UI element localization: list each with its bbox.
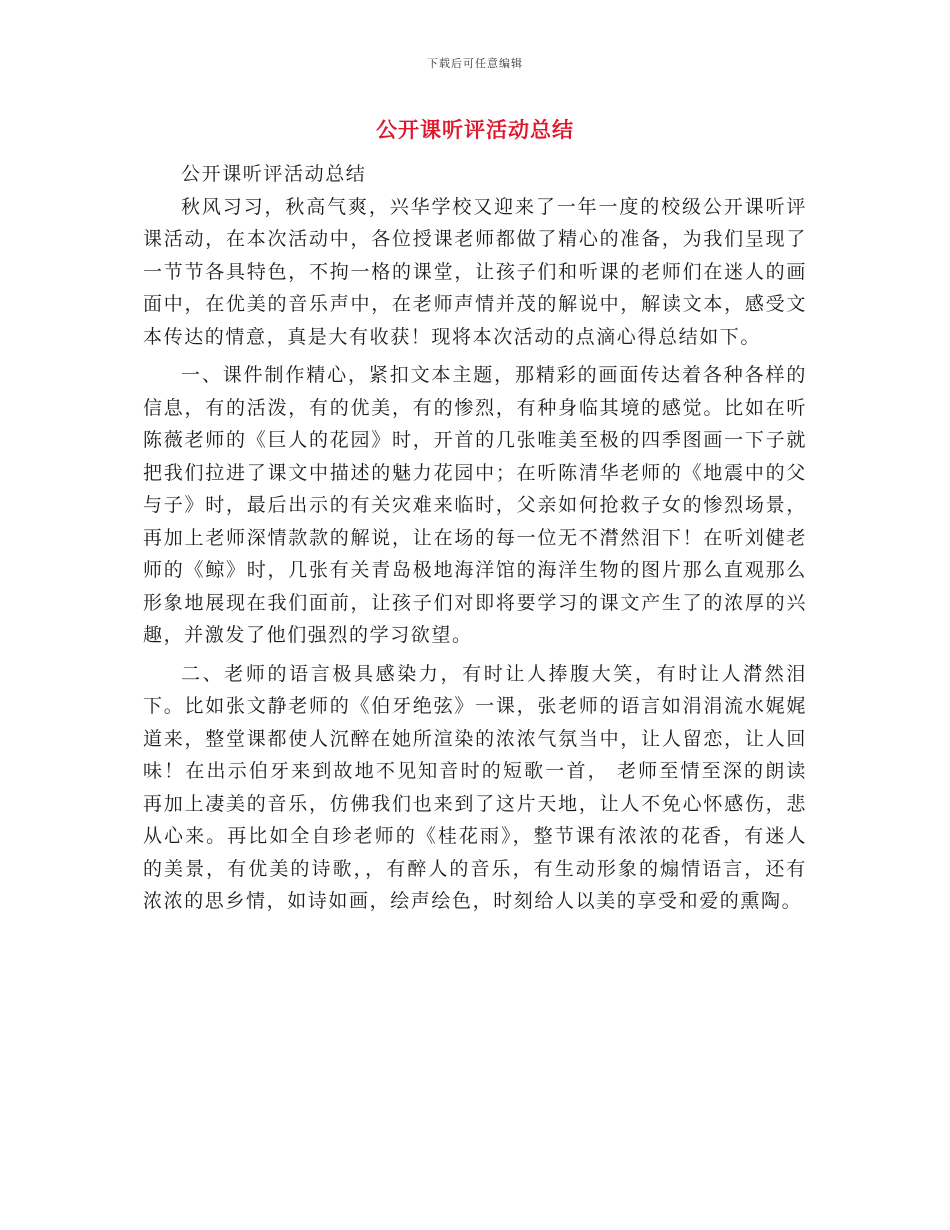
document-body <box>143 158 807 918</box>
document-subtitle: 公开课听评活动总结 <box>181 163 367 185</box>
page-header-note: 下载后可任意编辑 <box>427 57 523 70</box>
paragraph-section-2: 二、老师的语言极具感染力，有时让人捧腹大笑，有时让人潸然泪下。比如张文静老师的《伯牙绝弦》一课，张老师的语言如涓涓流水娓娓道来，整堂课都使人沉醉在她所渲染的浓浓气氛当中，让人留恋，让人回味！在出示伯牙来到故地不见知音时的短歌一首， 老师至情至深的朗读再加上凄美的音乐，仿佛我们也来到了这片天地，让人不免心怀感伤，悲从心来。再比如全自珍老师的《桂花雨》，整节课有浓浓的花香，有迷人的美景，有优美的诗歌，，有醉人的音乐，有生动形象的煽情语言，还有浓浓的思乡情，如诗如画，绘声绘色，时刻给人以美的享受和爱的熏陶。 <box>143 662 807 912</box>
paragraph-section-1: 一、课件制作精心，紧扣文本主题，那精彩的画面传达着各种各样的信息，有的活泼，有的优美，有的惨烈，有种身临其境的感觉。比如在听陈薇老师的《巨人的花园》时，开首的几张唯美至极的四季图画一下子就把我们拉进了课文中描述的魅力花园中；在听陈清华老师的《地震中的父与子》时，最后出示的有关灾难来临时，父亲如何抢救子女的惨烈场景，再加上老师深情款款的解说，让在场的每一位无不潸然泪下！在听刘健老师的《鲸》时，几张有关青岛极地海洋馆的海洋生物的图片那么直观那么形象地展现在我们面前，让孩子们对即将要学习的课文产生了的浓厚的兴趣，并激发了他们强烈的学习欲望。 <box>143 364 807 646</box>
document-title: 公开课听评活动总结 <box>376 117 574 142</box>
paragraph-intro: 秋风习习，秋高气爽，兴华学校又迎来了一年一度的校级公开课听评课活动，在本次活动中，各位授课老师都做了精心的准备，为我们呈现了一节节各具特色，不拘一格的课堂，让孩子们和听课的老师们在迷人的画面中，在优美的音乐声中，在老师声情并茂的解说中，解读文本，感受文本传达的情意，真是大有收获！现将本次活动的点滴心得总结如下。 <box>143 195 807 348</box>
